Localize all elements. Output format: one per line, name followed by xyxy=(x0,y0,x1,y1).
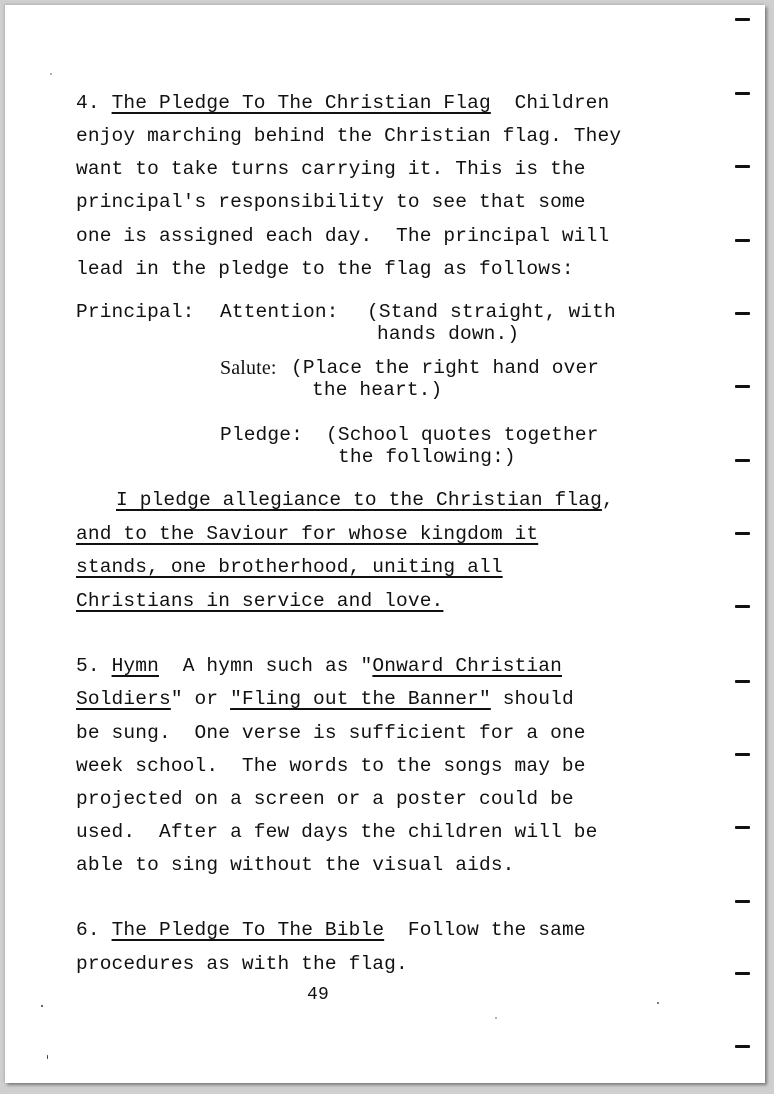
pledge-quote-comma: , xyxy=(601,489,614,511)
pledge-instruction-cont: the following:) xyxy=(338,446,516,468)
margin-tick xyxy=(735,459,750,462)
attention-instruction-cont: hands down.) xyxy=(377,323,520,345)
scan-speck xyxy=(657,1002,659,1004)
section-5-title: Hymn xyxy=(111,655,159,677)
pledge-quote-line xyxy=(116,490,614,510)
margin-tick xyxy=(735,239,750,242)
song-title-onward: Onward Christian xyxy=(372,655,562,677)
section-5-line: be sung. One verse is sufficient for a one xyxy=(76,722,586,744)
section-4-line: lead in the pledge to the flag as follows: xyxy=(76,258,574,280)
scan-speck xyxy=(50,73,52,75)
scan-speck xyxy=(41,1005,43,1007)
song-title-fling: "Fling out the Banner" xyxy=(230,688,491,710)
margin-tick xyxy=(735,826,750,829)
margin-tick xyxy=(735,532,750,535)
pledge-instruction: (School quotes together xyxy=(326,424,599,446)
pledge-quote-line: Christians in service and love. xyxy=(76,590,444,612)
attention-instruction: (Stand straight, with xyxy=(367,301,616,323)
section-5-line xyxy=(76,689,574,709)
section-6-title: The Pledge To The Bible xyxy=(111,919,385,941)
scan-speck xyxy=(47,1055,48,1059)
section-5-number: 5. xyxy=(76,655,100,677)
margin-tick xyxy=(735,900,750,903)
section-4-line: enjoy marching behind the Christian flag. They xyxy=(76,125,622,147)
section-5-text: A hymn such as " xyxy=(182,655,373,677)
section-5-heading-line xyxy=(76,656,562,676)
salute-instruction-cont: the heart.) xyxy=(312,379,443,401)
pledge-label: Pledge: xyxy=(220,424,303,446)
section-4-line: principal's responsibility to see that some xyxy=(76,191,586,213)
margin-tick xyxy=(735,1045,750,1048)
margin-tick xyxy=(735,753,750,756)
section-6-text: Follow the same xyxy=(407,919,586,941)
section-6-heading-line xyxy=(76,920,586,940)
scan-speck xyxy=(495,1017,497,1019)
margin-tick xyxy=(735,165,750,168)
margin-tick xyxy=(735,605,750,608)
section-5-text: " or xyxy=(170,688,231,710)
document-page xyxy=(5,5,765,1083)
section-4-line: one is assigned each day. The principal will xyxy=(76,225,610,247)
salute-instruction: (Place the right hand over xyxy=(291,357,600,379)
margin-tick xyxy=(735,92,750,95)
section-5-line: week school. The words to the songs may be xyxy=(76,755,586,777)
section-4-heading-line xyxy=(76,93,609,113)
section-4-line: want to take turns carrying it. This is the xyxy=(76,158,586,180)
section-4-number: 4. xyxy=(76,92,100,114)
page-number: 49 xyxy=(307,985,329,1005)
song-title-onward-cont: Soldiers xyxy=(76,688,171,710)
principal-label: Principal: xyxy=(76,301,195,323)
section-6-line: procedures as with the flag. xyxy=(76,953,408,975)
margin-tick xyxy=(735,972,750,975)
margin-tick xyxy=(735,312,750,315)
margin-tick xyxy=(735,18,750,21)
margin-tick xyxy=(735,385,750,388)
pledge-quote-line: stands, one brotherhood, uniting all xyxy=(76,556,503,578)
section-4-title: The Pledge To The Christian Flag xyxy=(111,92,491,114)
section-6-number: 6. xyxy=(76,919,100,941)
pledge-quote-line: and to the Saviour for whose kingdom it xyxy=(76,523,539,545)
attention-label: Attention: xyxy=(220,301,339,323)
salute-label: Salute: xyxy=(220,357,277,379)
section-5-line: able to sing without the visual aids. xyxy=(76,854,515,876)
section-4-text: Children xyxy=(514,92,610,114)
section-5-line: used. After a few days the children will be xyxy=(76,821,598,843)
section-5-line: projected on a screen or a poster could be xyxy=(76,788,574,810)
pledge-quote-text: I pledge allegiance to the Christian flag xyxy=(116,489,602,511)
section-5-text: should xyxy=(490,688,574,710)
margin-tick xyxy=(735,680,750,683)
